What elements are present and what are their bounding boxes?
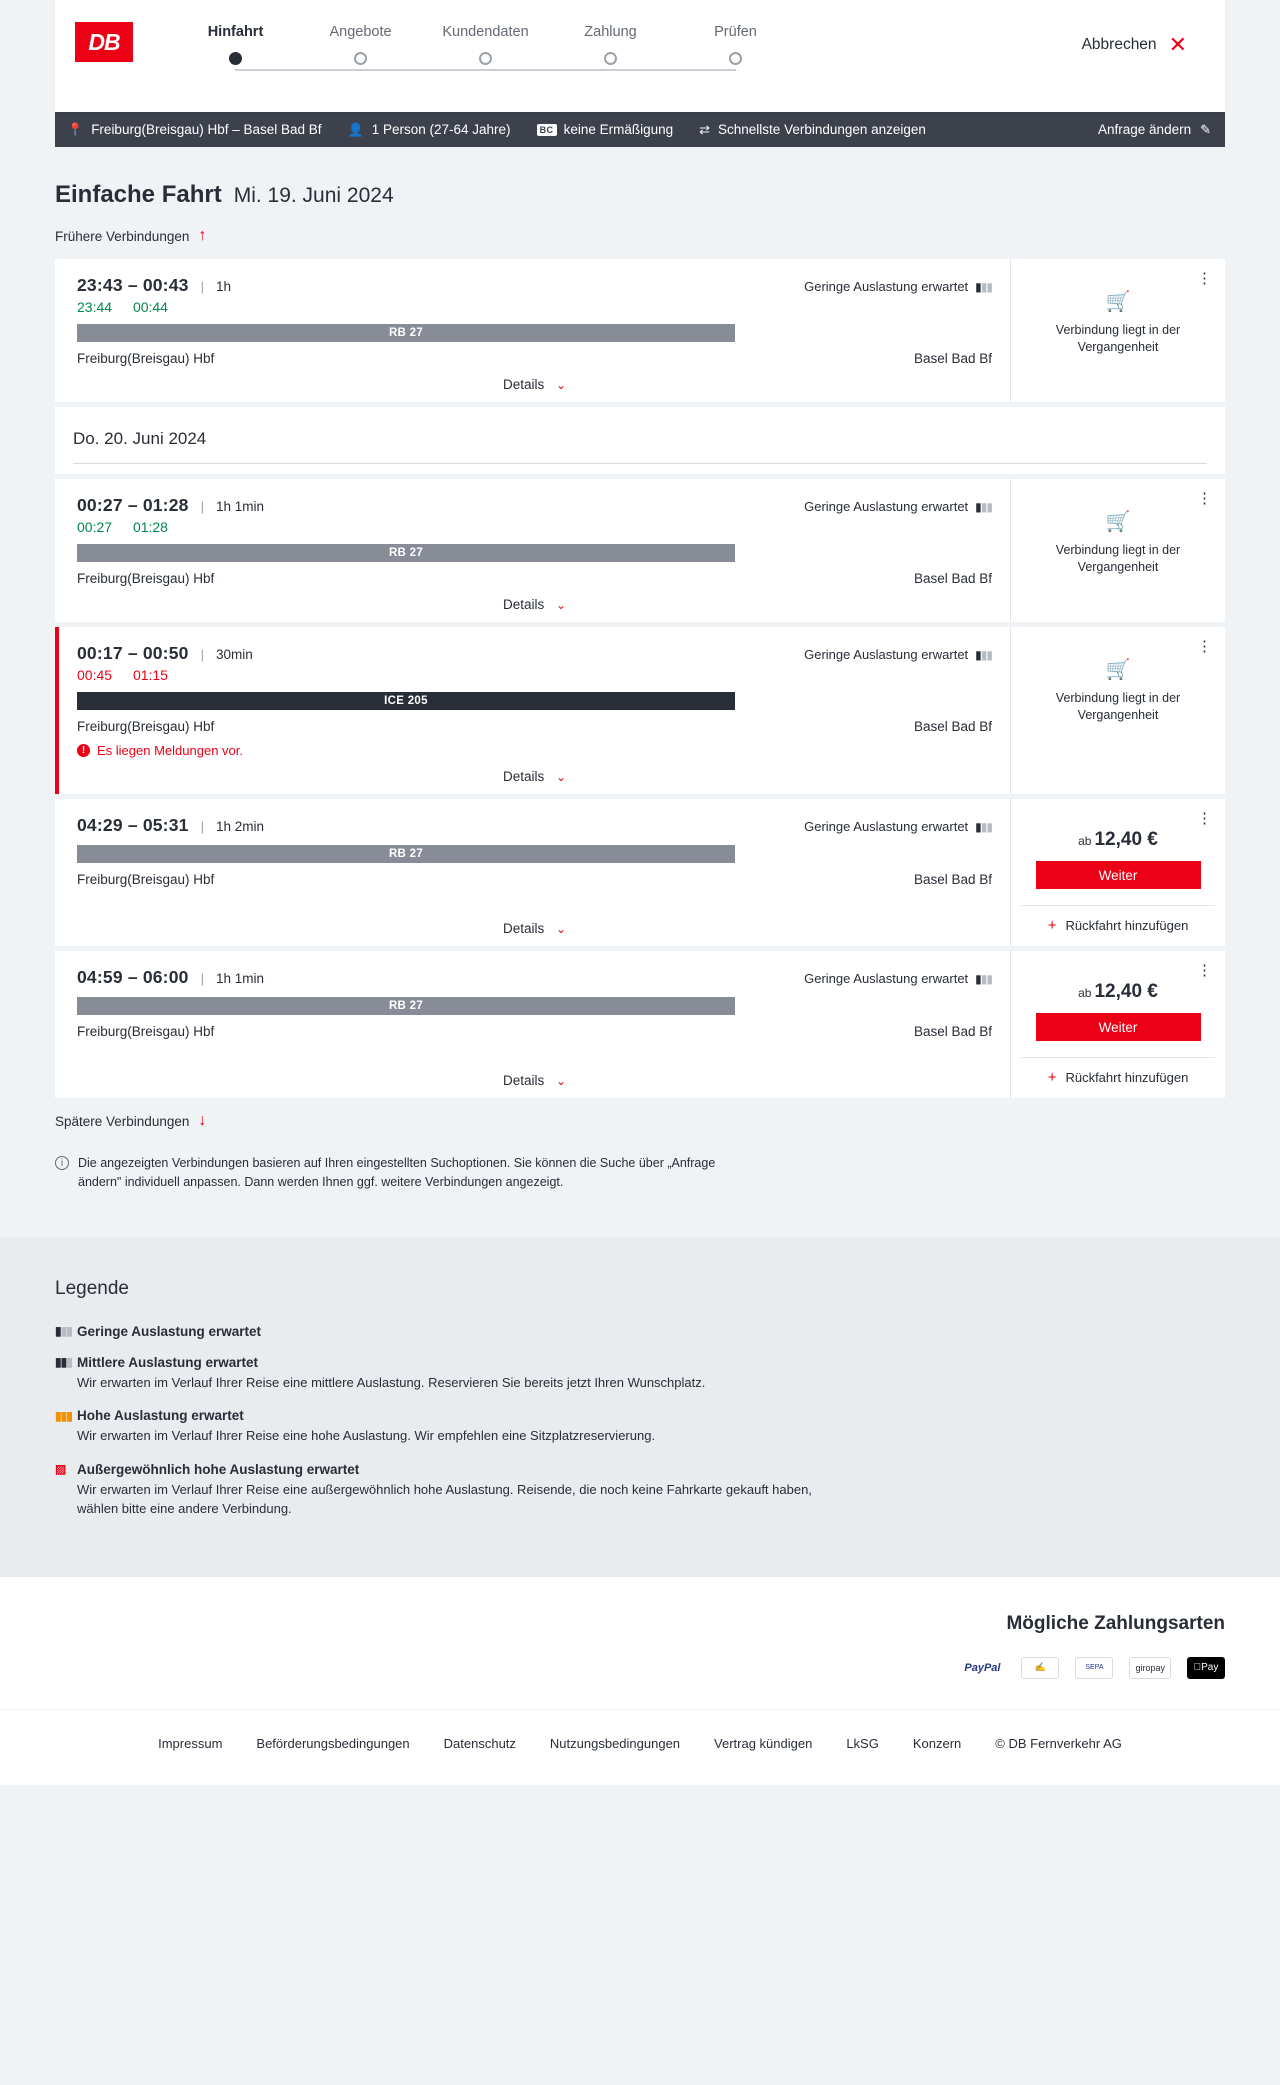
location-pin-icon: 📍 — [67, 121, 84, 137]
query-route[interactable] — [67, 122, 322, 138]
station-from: Freiburg(Breisgau) Hbf — [77, 872, 215, 887]
legend-title: Legende — [55, 1277, 129, 1299]
occupancy-low-icon: ▮▮▮ — [975, 819, 992, 834]
close-icon: ✕ — [1168, 32, 1187, 57]
disruption-message[interactable] — [77, 743, 992, 758]
divider: | — [200, 819, 204, 834]
occupancy-medium-icon: ▮▮▮ — [55, 1355, 72, 1369]
details-toggle[interactable] — [77, 769, 992, 784]
connection-action-panel — [1010, 799, 1225, 946]
price-display — [1078, 981, 1158, 1003]
add-return-trip-label: Rückfahrt hinzufügen — [1065, 918, 1189, 933]
day-separator — [55, 407, 1225, 474]
realtime-arrival: 00:44 — [132, 299, 168, 315]
connection-times: 00:17 – 00:50 — [77, 643, 189, 663]
divider: | — [200, 647, 204, 662]
connection-details — [59, 259, 1010, 402]
legend-item-label: Geringe Auslastung erwartet — [77, 1323, 262, 1339]
step-label-kundendaten[interactable]: Kundendaten — [442, 24, 529, 40]
continue-button[interactable]: Weiter — [1036, 861, 1201, 889]
connection-header — [77, 967, 992, 988]
connection-card[interactable] — [55, 627, 1225, 794]
connection-times: 23:43 – 00:43 — [77, 275, 189, 295]
details-label: Details — [502, 921, 545, 936]
arrow-down-icon: ↓ — [198, 1112, 207, 1129]
arrow-up-icon: ↑ — [198, 227, 207, 244]
step-dots — [173, 52, 798, 65]
payment-methods-section — [0, 1577, 1280, 1709]
realtime-departure: 00:27 — [77, 519, 113, 535]
details-toggle[interactable] — [77, 921, 992, 936]
add-return-trip-button[interactable] — [1021, 905, 1215, 936]
occupancy-indicator — [804, 279, 992, 294]
legend-item-description: Wir erwarten im Verlauf Ihrer Reise eine außergewöhnlich hohe Auslastung. Reisende, die noch keine Fahrkarte gekauft haben, wählen bitte eine andere Verbindung. — [77, 1481, 812, 1516]
train-bar: RB 27 — [77, 845, 735, 863]
query-passengers-label: 1 Person (27-64 Jahre) — [371, 122, 511, 137]
details-label: Details — [502, 1073, 545, 1088]
connection-stations — [77, 1024, 992, 1039]
step-dot-kundendaten[interactable] — [479, 52, 492, 65]
occupancy-indicator — [804, 971, 992, 986]
station-from: Freiburg(Breisgau) Hbf — [77, 1024, 215, 1039]
train-bar: RB 27 — [77, 997, 735, 1015]
connection-card[interactable] — [55, 479, 1225, 622]
station-from: Freiburg(Breisgau) Hbf — [77, 351, 215, 366]
realtime-departure: 00:45 — [77, 667, 113, 683]
price-value: 12,40 € — [1094, 981, 1158, 1002]
db-logo[interactable]: DB — [75, 22, 133, 62]
realtime-arrival: 01:28 — [132, 519, 168, 535]
footer-copyright: © DB Fernverkehr AG — [995, 1735, 1122, 1751]
add-return-trip-button[interactable] — [1021, 1057, 1215, 1088]
connection-duration: 1h — [215, 279, 231, 294]
past-connection-text: Verbindung liegt in der Vergangenheit — [1055, 691, 1181, 722]
footer-link-datenschutz[interactable]: Datenschutz — [443, 1735, 516, 1751]
chevron-down-icon: ⌄ — [555, 598, 567, 612]
more-options-icon[interactable]: ⋮ — [1197, 638, 1213, 655]
search-options-notice-text: Die angezeigten Verbindungen basieren auf Ihren eingestellten Suchoptionen. Sie können die Suche über „Anfrage ändern" individuell anpassen. Dann werden Ihnen ggf. weitere Verbindungen angezeigt. — [78, 1156, 716, 1189]
price-display — [1078, 829, 1158, 851]
plus-icon: + — [1047, 917, 1057, 934]
bahncard-icon: BC — [537, 124, 557, 136]
connection-stations — [77, 571, 992, 586]
occupancy-indicator — [804, 647, 992, 662]
connection-duration: 1h 1min — [215, 971, 264, 986]
person-icon: 👤 — [347, 121, 364, 137]
plus-icon: + — [1047, 1069, 1057, 1086]
query-sort[interactable] — [699, 122, 926, 138]
footer-links — [0, 1709, 1280, 1785]
connection-times: 04:29 – 05:31 — [77, 815, 189, 835]
occupancy-label: Geringe Auslastung erwartet — [804, 971, 969, 986]
past-connection-text: Verbindung liegt in der Vergangenheit — [1055, 323, 1181, 354]
occupancy-low-icon: ▮▮▮ — [975, 499, 992, 514]
pencil-icon: ✎ — [1200, 121, 1211, 137]
details-label: Details — [502, 377, 545, 392]
connection-stations — [77, 872, 992, 887]
details-label: Details — [502, 597, 545, 612]
more-options-icon[interactable]: ⋮ — [1197, 490, 1213, 507]
connection-action-panel — [1010, 951, 1225, 1098]
connection-duration: 30min — [215, 647, 253, 662]
earlier-connections-button[interactable] — [55, 227, 1225, 245]
trip-type-label: Einfache Fahrt — [55, 181, 222, 208]
connection-header — [77, 643, 992, 664]
sepa-icon: SEPA — [1075, 1657, 1113, 1679]
occupancy-label: Geringe Auslastung erwartet — [804, 499, 969, 514]
connection-details — [59, 479, 1010, 622]
day-separator-label: Do. 20. Juni 2024 — [73, 429, 207, 448]
sort-icon: ⇄ — [699, 121, 711, 137]
later-connections-button[interactable] — [55, 1112, 1225, 1130]
step-dot-angebote[interactable] — [354, 52, 367, 65]
connection-header — [77, 495, 992, 516]
connection-header — [77, 275, 992, 296]
past-connection-notice — [1043, 509, 1193, 576]
past-connection-text: Verbindung liegt in der Vergangenheit — [1055, 543, 1181, 574]
cancel-button[interactable] — [1082, 34, 1187, 56]
past-connection-notice — [1043, 657, 1193, 724]
connection-times: 04:59 – 06:00 — [77, 967, 189, 987]
step-label-zahlung[interactable]: Zahlung — [584, 24, 637, 40]
query-discount[interactable] — [537, 122, 674, 137]
legend-item-medium — [55, 1355, 1225, 1393]
footer-link-impressum[interactable]: Impressum — [158, 1735, 223, 1751]
modify-query-label: Anfrage ändern — [1098, 122, 1192, 137]
connection-list — [55, 259, 1225, 1098]
alert-icon: ! — [77, 744, 90, 757]
train-bar: RB 27 — [77, 324, 735, 342]
connection-details — [59, 799, 1010, 946]
payment-methods-list — [55, 1657, 1225, 1679]
chevron-down-icon: ⌄ — [555, 922, 567, 936]
connection-header — [77, 815, 992, 836]
occupancy-indicator — [804, 499, 992, 514]
train-bar: RB 27 — [77, 544, 735, 562]
chevron-down-icon: ⌄ — [555, 378, 567, 392]
trip-date-label: Mi. 19. Juni 2024 — [233, 184, 394, 207]
continue-button[interactable]: Weiter — [1036, 1013, 1201, 1041]
connection-card[interactable] — [55, 259, 1225, 402]
connection-duration: 1h 2min — [215, 819, 264, 834]
disruption-message-label: Es liegen Meldungen vor. — [97, 743, 243, 758]
occupancy-label: Geringe Auslastung erwartet — [804, 647, 969, 662]
details-toggle[interactable] — [77, 377, 992, 392]
step-dot-hinfahrt[interactable] — [229, 52, 242, 65]
connection-realtime — [77, 667, 992, 683]
info-icon: i — [55, 1156, 69, 1170]
legend-section — [0, 1238, 1280, 1577]
connection-details — [59, 627, 1010, 794]
giropay-icon: giropay — [1129, 1657, 1171, 1679]
search-options-notice — [55, 1154, 755, 1192]
station-to: Basel Bad Bf — [913, 571, 992, 586]
step-labels — [173, 24, 798, 40]
step-dot-pruefen[interactable] — [729, 52, 742, 65]
progress-steps — [173, 24, 798, 65]
chevron-down-icon: ⌄ — [555, 770, 567, 784]
cart-disabled-icon: 🛒 — [1105, 511, 1131, 533]
occupancy-indicator — [804, 819, 992, 834]
add-return-trip-label: Rückfahrt hinzufügen — [1065, 1070, 1189, 1085]
legend-item-high — [55, 1408, 1225, 1446]
cart-disabled-icon: 🛒 — [1105, 659, 1131, 681]
query-passengers[interactable] — [348, 122, 511, 138]
station-to: Basel Bad Bf — [913, 351, 992, 366]
cart-disabled-icon: 🛒 — [1105, 291, 1131, 313]
realtime-departure: 23:44 — [77, 299, 113, 315]
legend-item-low — [55, 1324, 1225, 1339]
query-discount-label: keine Ermäßigung — [563, 122, 674, 137]
query-route-label: Freiburg(Breisgau) Hbf – Basel Bad Bf — [91, 122, 322, 137]
paypal-icon: PayPal — [959, 1657, 1005, 1679]
price-prefix: ab — [1078, 834, 1092, 848]
connection-duration: 1h 1min — [215, 499, 264, 514]
connection-action-panel — [1010, 259, 1225, 402]
occupancy-extreme-icon: ▨ — [55, 1462, 66, 1476]
page-title — [55, 181, 1225, 209]
connection-card[interactable] — [55, 951, 1225, 1098]
legend-item-description: Wir erwarten im Verlauf Ihrer Reise eine mittlere Auslastung. Reservieren Sie bereits jetzt Ihren Wunschplatz. — [77, 1374, 706, 1390]
price-prefix: ab — [1078, 986, 1092, 1000]
details-toggle[interactable] — [77, 597, 992, 612]
connection-card[interactable] — [55, 799, 1225, 946]
apple-pay-icon: Pay — [1187, 1657, 1225, 1679]
occupancy-label: Geringe Auslastung erwartet — [804, 279, 969, 294]
realtime-arrival: 01:15 — [132, 667, 168, 683]
price-value: 12,40 € — [1094, 829, 1158, 850]
app-header — [55, 0, 1225, 112]
occupancy-low-icon: ▮▮▮ — [55, 1324, 72, 1338]
more-options-icon[interactable]: ⋮ — [1197, 810, 1213, 827]
footer-link-konzern[interactable]: Konzern — [912, 1735, 962, 1751]
connection-realtime — [77, 299, 992, 315]
modify-query-button[interactable] — [1098, 122, 1211, 138]
main-content — [55, 147, 1225, 1192]
steps-connector-line — [235, 69, 736, 71]
direct-debit-icon: ✍ — [1021, 1657, 1059, 1679]
chevron-down-icon: ⌄ — [555, 1074, 567, 1088]
legend-item-label: Mittlere Auslastung erwartet — [77, 1354, 259, 1370]
occupancy-low-icon: ▮▮▮ — [975, 971, 992, 986]
connection-realtime — [77, 519, 992, 535]
footer-link-lksg[interactable]: LkSG — [846, 1735, 879, 1751]
station-to: Basel Bad Bf — [913, 1024, 992, 1039]
connection-details — [59, 951, 1010, 1098]
payment-methods-title: Mögliche Zahlungsarten — [1006, 1612, 1225, 1634]
details-label: Details — [502, 769, 545, 784]
footer-link-befoerderungsbedingungen[interactable]: Beförderungsbedingungen — [256, 1735, 410, 1751]
connection-action-panel — [1010, 627, 1225, 794]
station-to: Basel Bad Bf — [913, 872, 992, 887]
connection-stations — [77, 719, 992, 734]
cancel-label: Abbrechen — [1081, 36, 1157, 53]
station-to: Basel Bad Bf — [913, 719, 992, 734]
occupancy-high-icon: ▮▮▮ — [55, 1408, 72, 1423]
details-toggle[interactable] — [77, 1073, 992, 1088]
later-connections-label: Spätere Verbindungen — [55, 1113, 190, 1129]
connection-action-panel — [1010, 479, 1225, 622]
connection-times: 00:27 – 01:28 — [77, 495, 189, 515]
legend-item-label: Außergewöhnlich hohe Auslastung erwartet — [77, 1461, 360, 1477]
divider: | — [200, 279, 204, 294]
step-label-pruefen[interactable]: Prüfen — [714, 24, 757, 40]
query-bar — [55, 112, 1225, 147]
connection-stations — [77, 351, 992, 366]
divider: | — [200, 971, 204, 986]
query-sort-label: Schnellste Verbindungen anzeigen — [718, 122, 926, 137]
station-from: Freiburg(Breisgau) Hbf — [77, 571, 215, 586]
step-label-angebote[interactable]: Angebote — [329, 24, 392, 40]
occupancy-label: Geringe Auslastung erwartet — [804, 819, 969, 834]
divider: | — [200, 499, 204, 514]
station-from: Freiburg(Breisgau) Hbf — [77, 719, 215, 734]
occupancy-low-icon: ▮▮▮ — [975, 647, 992, 662]
day-separator-line — [73, 463, 1207, 464]
step-dot-zahlung[interactable] — [604, 52, 617, 65]
past-connection-notice — [1043, 289, 1193, 356]
legend-item-label: Hohe Auslastung erwartet — [77, 1408, 244, 1423]
legend-item-description: Wir erwarten im Verlauf Ihrer Reise eine hohe Auslastung. Wir empfehlen eine Sitzplatzreservierung. — [77, 1428, 656, 1443]
occupancy-low-icon: ▮▮▮ — [975, 279, 992, 294]
step-label-hinfahrt[interactable]: Hinfahrt — [207, 24, 264, 40]
earlier-connections-label: Frühere Verbindungen — [55, 228, 190, 244]
footer-link-vertrag-kuendigen[interactable]: Vertrag kündigen — [714, 1735, 813, 1751]
legend-item-extreme — [55, 1462, 1225, 1519]
more-options-icon[interactable]: ⋮ — [1197, 962, 1213, 979]
footer-link-nutzungsbedingungen[interactable]: Nutzungsbedingungen — [549, 1735, 681, 1751]
train-bar: ICE 205 — [77, 692, 735, 710]
more-options-icon[interactable]: ⋮ — [1197, 270, 1213, 287]
